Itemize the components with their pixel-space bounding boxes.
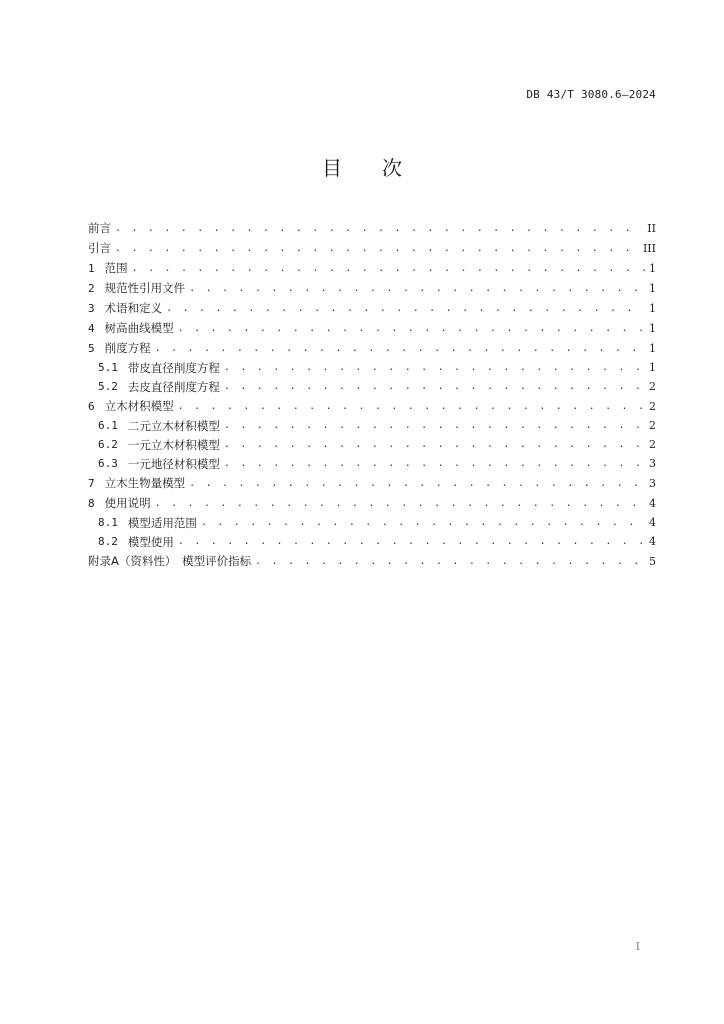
toc-entry-number: 5 <box>88 341 95 355</box>
toc-entry-page: 3 <box>649 476 656 490</box>
toc-entry-page: 5 <box>649 554 656 568</box>
toc-entry-number: 8.2 <box>98 535 118 548</box>
toc-entry-page: 1 <box>649 361 656 374</box>
toc-entry-label: 立木材积模型 <box>104 399 174 413</box>
toc-leader <box>155 498 645 509</box>
toc-entry-label: 使用说明 <box>104 496 151 510</box>
toc-entry-8-1[interactable] <box>88 513 656 532</box>
toc-entry-8-2[interactable] <box>88 532 656 551</box>
toc-entry-label: 二元立木材积模型 <box>127 418 220 433</box>
toc-entry-page: III <box>642 241 656 255</box>
toc-entry-6[interactable] <box>88 396 656 416</box>
toc-leader <box>155 343 645 354</box>
toc-leader <box>224 458 645 469</box>
toc-entry-label: 前言 <box>88 221 111 235</box>
toc-entry-number: 5.2 <box>98 380 118 393</box>
page-number: I <box>635 940 640 953</box>
toc-entry-number: 6.2 <box>98 438 118 451</box>
toc-entry-6-1[interactable] <box>88 416 656 435</box>
toc-leader <box>178 536 645 547</box>
toc-entry-label: 削度方程 <box>104 341 151 355</box>
toc-entry-4[interactable] <box>88 318 656 338</box>
table-of-contents <box>88 218 656 571</box>
toc-entry-5-1[interactable] <box>88 358 656 377</box>
toc-entry-label: 术语和定义 <box>104 301 163 315</box>
toc-entry-page: 4 <box>649 535 656 548</box>
toc-entry-5[interactable] <box>88 338 656 358</box>
toc-leader <box>224 439 645 450</box>
toc-leader <box>132 263 645 274</box>
toc-entry-page: 2 <box>649 419 656 432</box>
toc-leader <box>201 517 645 528</box>
toc-leader <box>115 243 639 254</box>
toc-leader <box>224 381 645 392</box>
toc-entry-page: 1 <box>649 341 656 355</box>
toc-entry-label: 立木生物量模型 <box>104 476 186 490</box>
toc-entry-foreword[interactable] <box>88 218 656 238</box>
toc-entry-page: 2 <box>649 438 656 451</box>
toc-entry-page: 4 <box>649 516 656 529</box>
toc-entry-3[interactable] <box>88 298 656 318</box>
toc-entry-7[interactable] <box>88 473 656 493</box>
toc-entry-number: 3 <box>88 301 95 315</box>
toc-leader <box>255 556 645 567</box>
toc-entry-page: 1 <box>649 281 656 295</box>
toc-leader <box>224 362 645 373</box>
toc-entry-label: 一元立木材积模型 <box>127 437 220 452</box>
toc-title-part2: 次 <box>382 156 402 180</box>
toc-entry-8[interactable] <box>88 493 656 513</box>
toc-entry-page: 1 <box>649 321 656 335</box>
toc-leader <box>224 420 645 431</box>
toc-entry-number: 6.1 <box>98 419 118 432</box>
toc-leader <box>178 323 645 334</box>
toc-entry-page: 1 <box>649 261 656 275</box>
toc-entry-number: 8 <box>88 496 95 510</box>
toc-leader <box>115 223 643 234</box>
toc-leader <box>166 303 645 314</box>
toc-entry-number: 7 <box>88 476 95 490</box>
document-code: DB 43/T 3080.6—2024 <box>526 88 656 101</box>
toc-entry-label: 规范性引用文件 <box>104 281 186 295</box>
toc-leader <box>189 478 645 489</box>
toc-entry-page: 2 <box>649 399 656 413</box>
toc-entry-6-2[interactable] <box>88 435 656 454</box>
toc-entry-page: 3 <box>649 457 656 470</box>
toc-entry-number: 6.3 <box>98 457 118 470</box>
toc-entry-2[interactable] <box>88 278 656 298</box>
toc-entry-number: 2 <box>88 281 95 295</box>
toc-entry-label: 模型适用范围 <box>127 515 197 530</box>
toc-entry-introduction[interactable] <box>88 238 656 258</box>
toc-title <box>0 152 724 181</box>
toc-entry-label: 范围 <box>104 261 128 275</box>
toc-entry-label: 带皮直径削度方程 <box>127 360 220 375</box>
toc-entry-6-3[interactable] <box>88 454 656 473</box>
toc-entry-page: 1 <box>649 301 656 315</box>
toc-title-part1: 目 <box>322 156 342 180</box>
toc-entry-number: 6 <box>88 399 95 413</box>
toc-entry-number: 1 <box>88 261 95 275</box>
toc-entry-number: 5.1 <box>98 361 118 374</box>
toc-entry-page: 4 <box>649 496 656 510</box>
toc-entry-label: 附录A（资料性） 模型评价指标 <box>88 554 252 568</box>
toc-entry-appendix-a[interactable] <box>88 551 656 571</box>
toc-entry-label: 一元地径材积模型 <box>127 456 220 471</box>
toc-entry-number: 8.1 <box>98 516 118 529</box>
toc-entry-1[interactable] <box>88 258 656 278</box>
toc-leader <box>189 283 645 294</box>
toc-entry-label: 树高曲线模型 <box>104 321 174 335</box>
toc-entry-5-2[interactable] <box>88 377 656 396</box>
toc-entry-label: 引言 <box>88 241 111 255</box>
toc-leader <box>178 401 645 412</box>
toc-entry-page: II <box>647 221 656 235</box>
toc-entry-label: 模型使用 <box>127 534 174 549</box>
toc-entry-label: 去皮直径削度方程 <box>127 379 220 394</box>
toc-entry-number: 4 <box>88 321 95 335</box>
toc-entry-page: 2 <box>649 380 656 393</box>
